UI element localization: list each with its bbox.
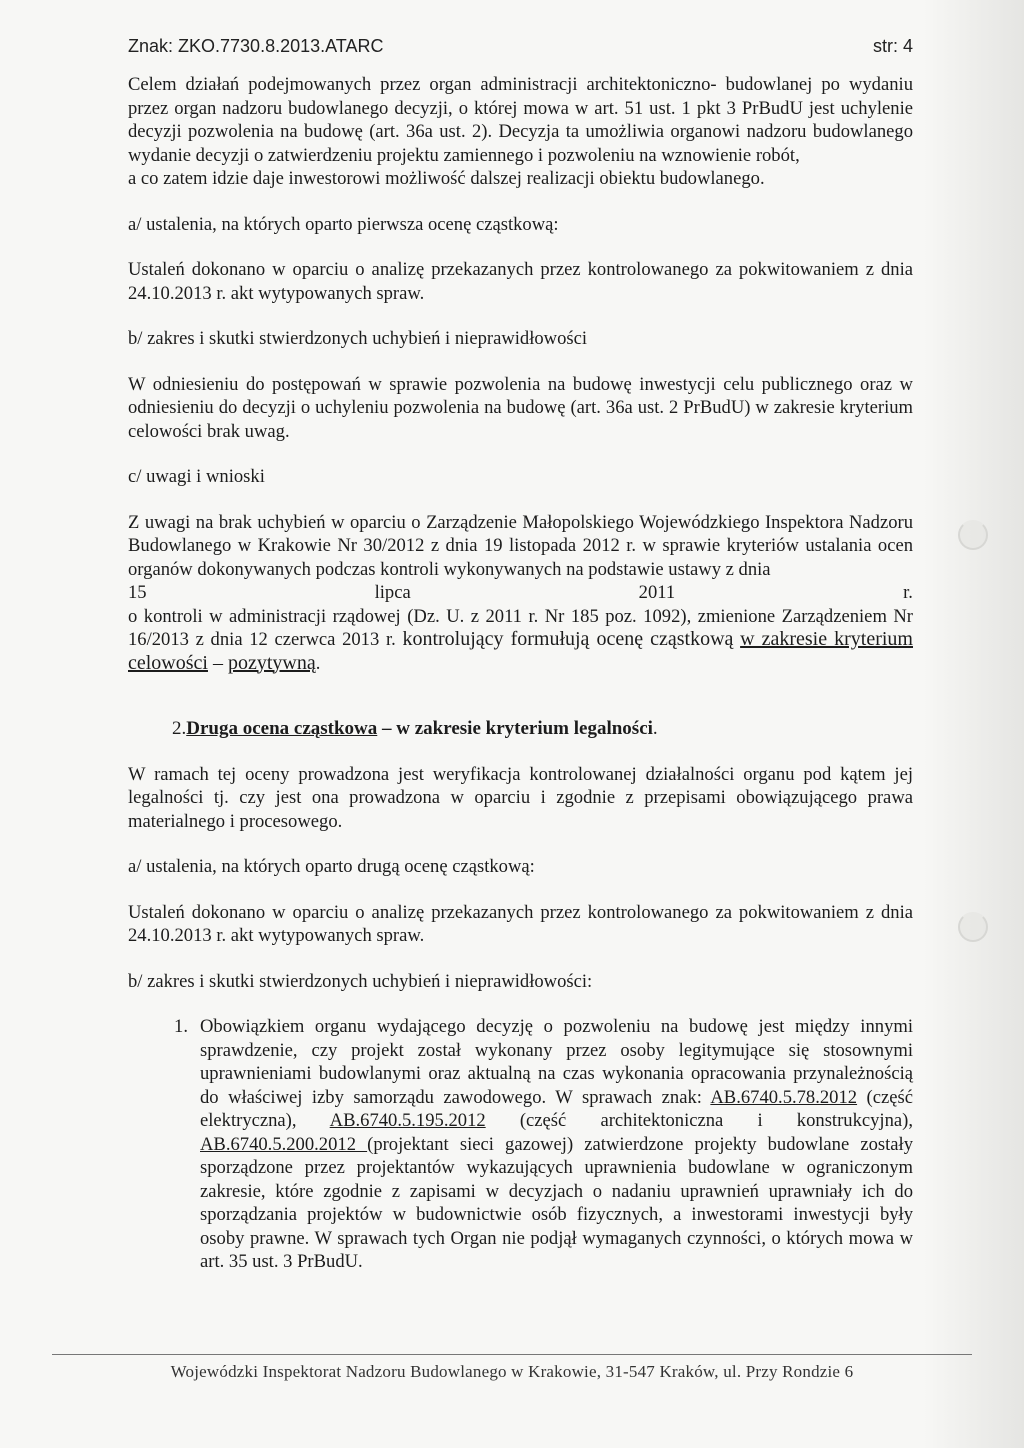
document-body (128, 73, 913, 1274)
date-day: 15 (128, 582, 147, 603)
date-year: 2011 (638, 582, 676, 603)
dash: – (207, 651, 228, 674)
punch-hole-mark (958, 520, 988, 550)
section2-title (128, 717, 913, 741)
section1-c-label: c/ uwagi i wnioski (128, 466, 265, 487)
findings-list (128, 1015, 913, 1274)
scan-shadow (924, 0, 1024, 1448)
section1-b-text: W odniesieniu do postępowań w sprawie pozwolenia na budowę inwestycji celu publicznego oraz w odniesieniu do decyzji o uchyleniu pozwolenia na budowę (art. 36a ust. 2 PrBudU) w zakresie kryterium celowości brak uwag. (128, 373, 913, 442)
period: . (652, 718, 658, 739)
case-ref-3: AB.6740.5.200.2012 (200, 1133, 368, 1155)
list-item-text (188, 1015, 913, 1274)
period: . (315, 652, 321, 674)
assessment-positive: pozytywną (227, 651, 316, 674)
item-text-part: (projektant sieci gazowej) zatwierdzone projekty budowlane zostały sporządzone przez projektantów wykazujących uprawnienia budowlane w ograniczonym zakresie, które zgodnie z zapisami w decyzjach o nadaniu uprawnień uprawniały ich do sporządzania projektów w budownictwie osób fizycznych, a inwestorami inwestycji były osoby prawne. W sprawach tych Organ nie podjął wymaganych czynności, o których mowa w art. 35 ust. 3 PrBudU. (200, 1133, 914, 1272)
section1-c-text3: kontrolujący formułują ocenę cząstkową (402, 628, 734, 650)
section2-title-rest: – w zakresie kryterium legalności (377, 718, 653, 739)
section2-number: 2. (172, 718, 187, 739)
section1-a-text: Ustaleń dokonano w oparciu o analizę przekazanych przez kontrolowanego za pokwitowaniem z dnia 24.10.2013 r. akt wytypowanych spraw. (128, 259, 913, 304)
section1-c-text: Z uwagi na brak uchybień w oparciu o Zarządzenie Małopolskiego Wojewódzkiego Inspektora Nadzoru Budowlanego w Krakowie Nr 30/2012 z dnia 19 listopada 2012 r. w sprawie kryteriów ustalania ocen organów dokonywanych podczas kontroli wykonywanych na podstawie ustawy z dnia (128, 511, 913, 580)
date-month: lipca (374, 582, 411, 603)
case-ref-2: AB.6740.5.195.2012 (329, 1110, 486, 1131)
list-item-number: 1. (174, 1016, 188, 1037)
section1-a-label: a/ ustalenia, na których oparto pierwsza ocenę cząstkową: (128, 213, 559, 235)
punch-hole-mark (958, 912, 988, 942)
document-reference: Znak: ZKO.7730.8.2013.ATARC (128, 36, 384, 56)
section2-intro: W ramach tej oceny prowadzona jest weryfikacja kontrolowanej działalności organu pod kątem jej legalności tj. czy jest ona prowadzona w oparciu i zgodnie z przepisami obowiązującego prawa materialnego i procesowego. (128, 763, 913, 832)
item-text-part: (część architektoniczna i konstrukcyjna), (485, 1110, 913, 1131)
case-ref-1: AB.6740.5.78.2012 (710, 1086, 858, 1108)
section2-a-label: a/ ustalenia, na których oparto drugą ocenę cząstkową: (128, 856, 535, 877)
section1-b-label: b/ zakres i skutki stwierdzonych uchybień i nieprawidłowości (128, 328, 588, 349)
page-header (128, 36, 913, 57)
section1-c-conclusion (128, 605, 913, 676)
section2-a-text: Ustaleń dokonano w oparciu o analizę przekazanych przez kontrolowanego za pokwitowaniem z dnia 24.10.2013 r. akt wytypowanych spraw. (128, 901, 913, 946)
date-suffix: r. (903, 582, 913, 603)
section2-title-underlined: Druga ocena cząstkowa (186, 718, 378, 739)
footer-divider (52, 1354, 972, 1355)
intro-paragraph-continued: a co zatem idzie daje inwestorowi możliwość dalszej realizacji obiektu budowlanego. (128, 168, 765, 189)
criterion-purposefulness: w zakresie kryterium celowości (128, 628, 913, 674)
section1-c-date-line (128, 581, 913, 605)
item-text-part: Obowiązkiem organu wydającego decyzję o pozwoleniu na budowę jest między innymi sprawdzenie, czy projekt został wykonany przez osoby legitymujące się stosownymi uprawnieniami budowlanymi oraz aktualną na czas wykonania opracowania przynależnością do właściwej izby samorządu zawodowego. W sprawach znak: (200, 1016, 913, 1108)
intro-paragraph: Celem działań podejmowanych przez organ administracji architektoniczno- budowlanej po wydaniu przez organ nadzoru budowlanego decyzji, o której mowa w art. 51 ust. 1 pkt 3 PrBudU jest uchylenie decyzji pozwolenia na budowę (art. 36a ust. 2). Decyzja ta umożliwia organowi nadzoru budowlanego wydanie decyzji o zatwierdzeniu projektu zamiennego i pozwoleniu na wznowienie robót, (128, 74, 913, 166)
page-number: str: 4 (872, 36, 913, 56)
section2-b-label: b/ zakres i skutki stwierdzonych uchybień i nieprawidłowości: (128, 970, 593, 992)
item-text-part: (część elektryczna), (200, 1086, 913, 1131)
section1-c-text2: o kontroli w administracji rządowej (Dz. U. z 2011 r. Nr 185 poz. 1092), zmienione Zarządzeniem Nr 16/2013 z dnia 12 czerwca 2013 r. (128, 605, 913, 650)
page-footer: Wojewódzki Inspektorat Nadzoru Budowlanego w Krakowie, 31-547 Kraków, ul. Przy Rondzie 6 (170, 1362, 854, 1381)
list-item (128, 1015, 913, 1274)
